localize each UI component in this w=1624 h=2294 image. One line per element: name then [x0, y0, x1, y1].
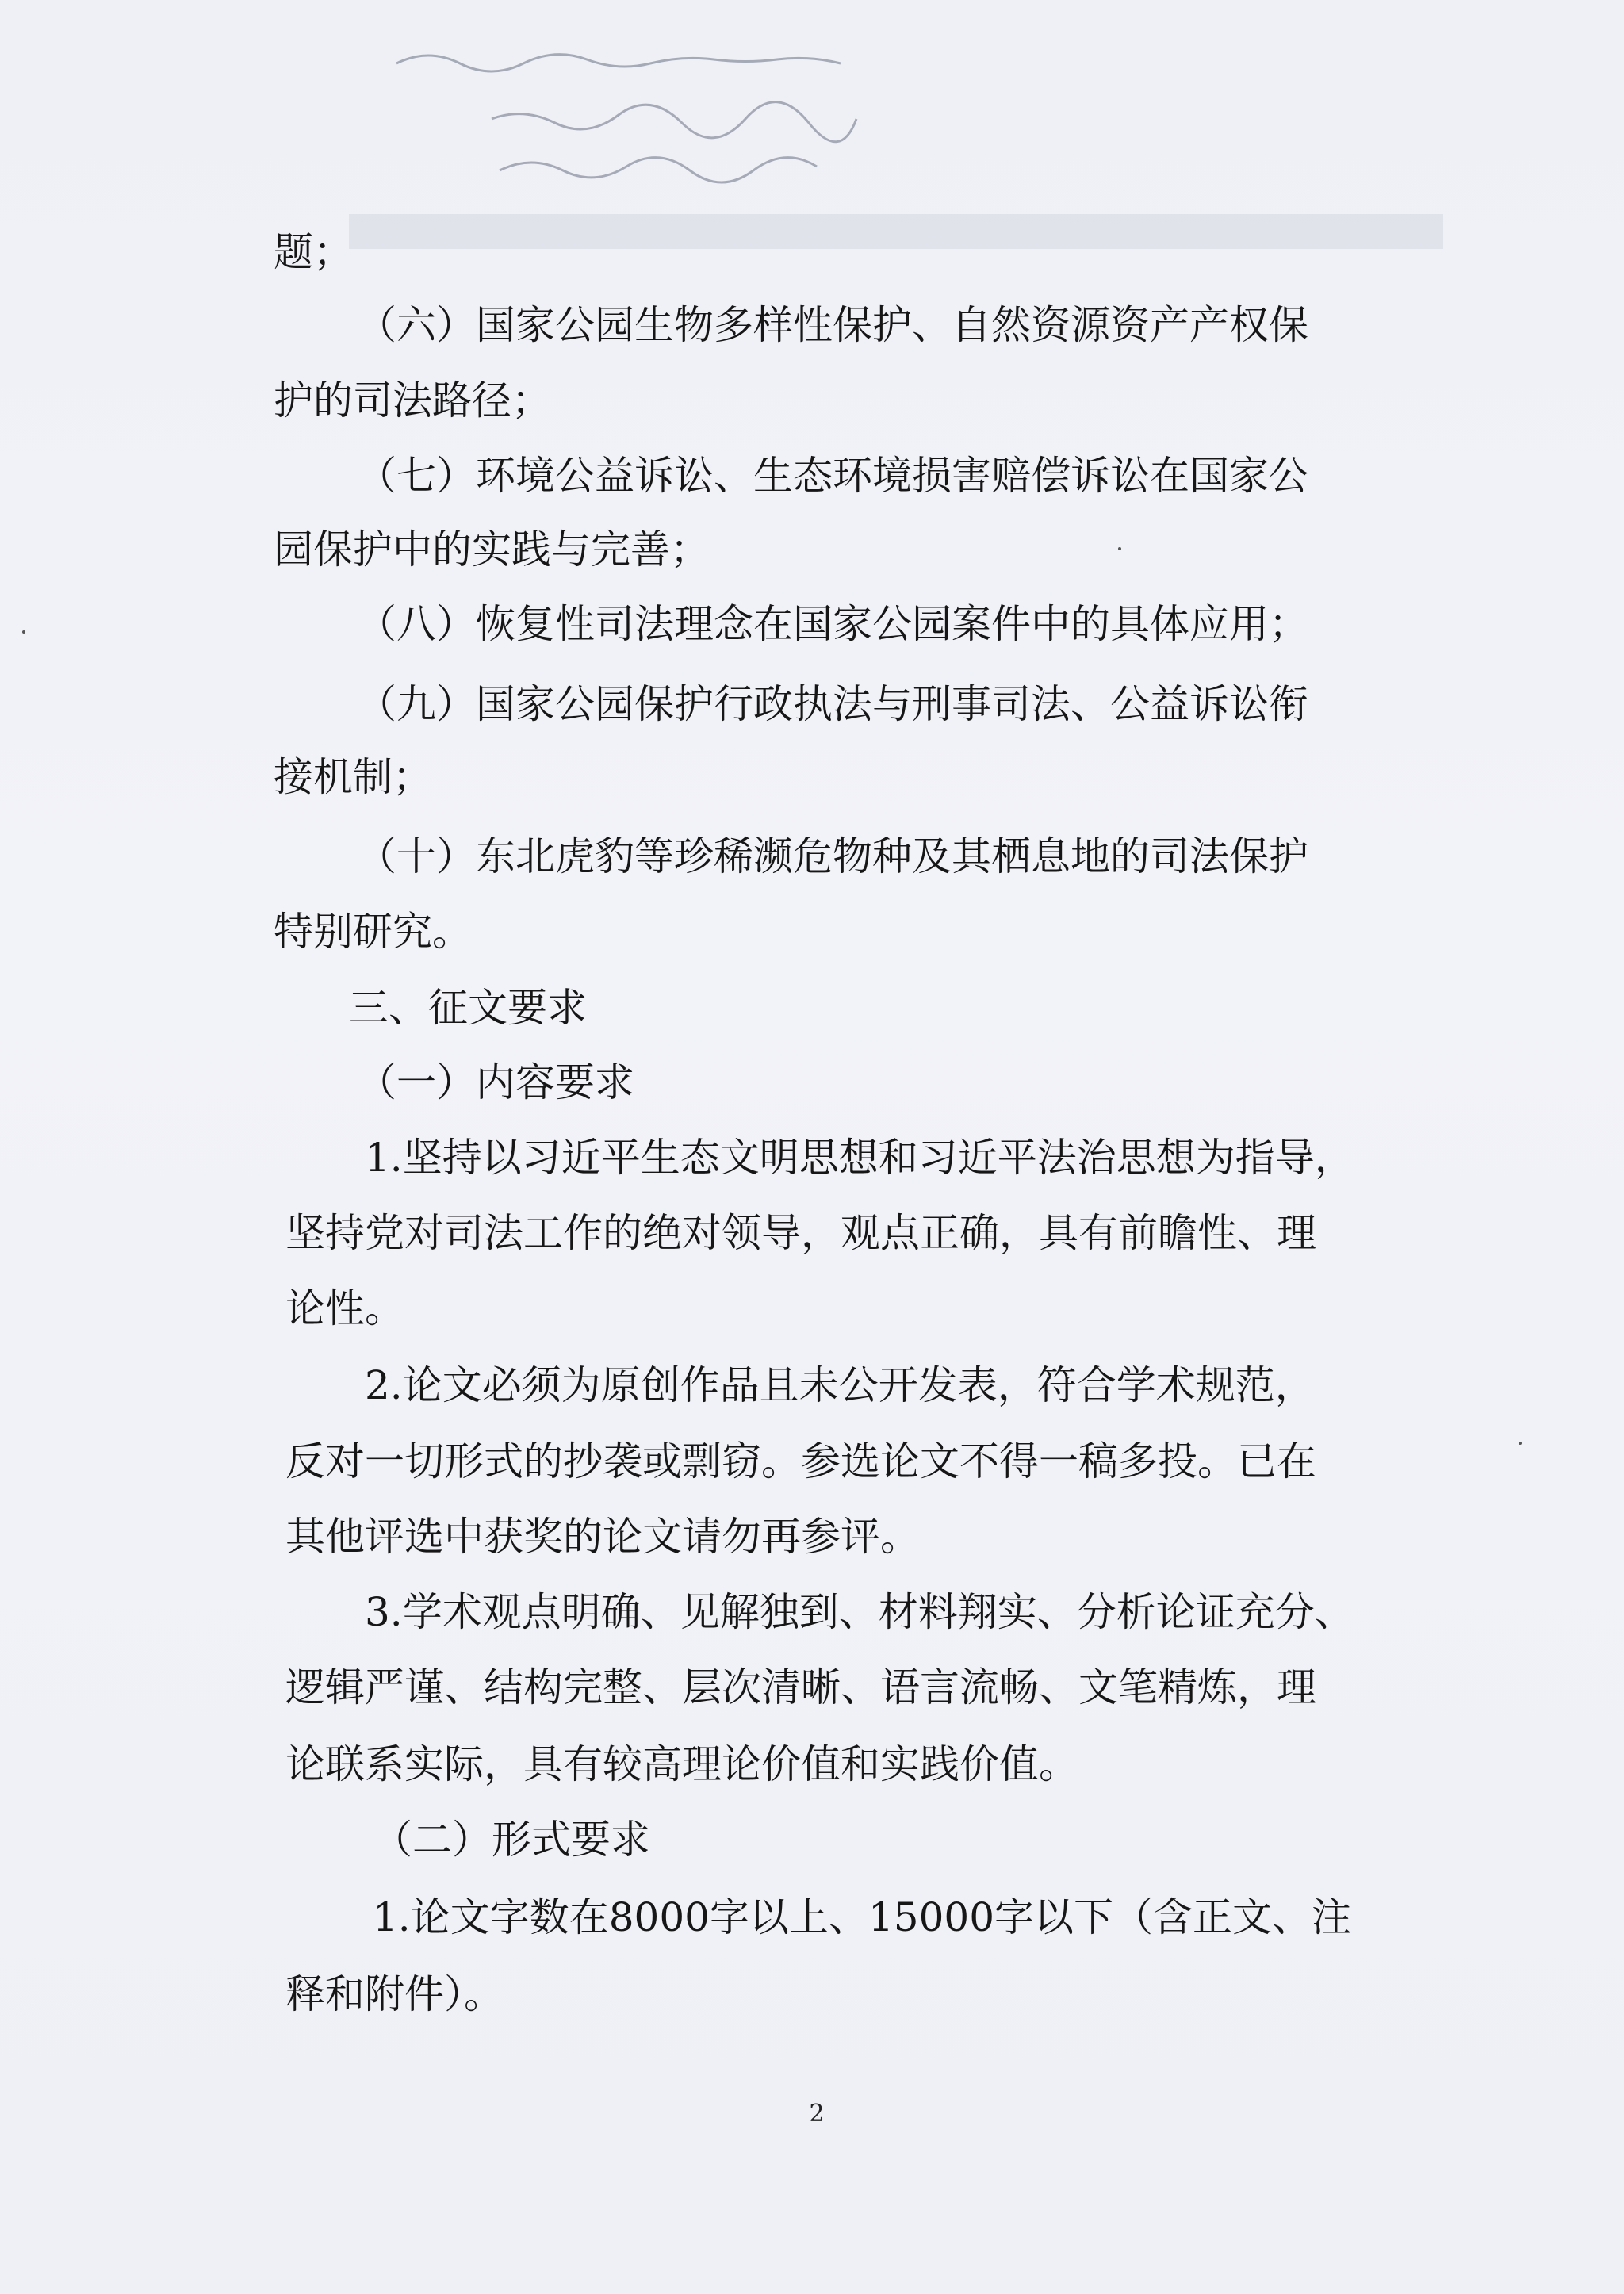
- text-line: 园保护中的实践与完善；: [274, 527, 710, 573]
- text-line: 护的司法路径；: [274, 377, 551, 423]
- paragraph-line: 3.学术观点明确、见解独到、材料翔实、分析论证充分、: [365, 1589, 1354, 1635]
- scan-speck: [1519, 1442, 1522, 1445]
- paragraph-line: 论联系实际，具有较高理论价值和实践价值。: [285, 1741, 1078, 1787]
- list-item-9: （九）国家公园保护行政执法与刑事司法、公益诉讼衔: [357, 681, 1308, 727]
- paragraph-line: 1.论文字数在8000字以上、15000字以下（含正文、注: [373, 1894, 1352, 1940]
- text-line: 接机制；: [274, 754, 432, 800]
- paragraph-line: 反对一切形式的抄袭或剽窃。参选论文不得一稿多投。已在: [285, 1438, 1316, 1484]
- subsection-heading: （二）形式要求: [373, 1817, 650, 1863]
- text-line: 题；: [274, 229, 353, 275]
- paragraph-line: 1.坚持以习近平生态文明思想和习近平法治思想为指导，: [365, 1135, 1354, 1181]
- paragraph-line: 论性。: [285, 1285, 404, 1331]
- bleed-through-text: [349, 202, 1443, 266]
- list-item-10: （十）东北虎豹等珍稀濒危物种及其栖息地的司法保护: [357, 833, 1308, 879]
- paragraph-line: 2.论文必须为原创作品且未公开发表，符合学术规范，: [365, 1362, 1315, 1408]
- paragraph-line: 逻辑严谨、结构完整、层次清晰、语言流畅、文笔精炼，理: [285, 1664, 1316, 1710]
- subsection-heading: （一）内容要求: [357, 1059, 634, 1105]
- scan-speck: [1118, 547, 1121, 550]
- list-item-7: （七）环境公益诉讼、生态环境损害赔偿诉讼在国家公: [357, 453, 1308, 499]
- page-number: 2: [809, 2100, 825, 2127]
- list-item-8: （八）恢复性司法理念在国家公园案件中的具体应用；: [357, 601, 1308, 647]
- handwritten-annotation: [381, 32, 920, 190]
- section-heading: 三、征文要求: [349, 985, 587, 1031]
- paragraph-line: 释和附件）。: [285, 1971, 504, 2017]
- scan-speck: [22, 630, 25, 634]
- list-item-6: （六）国家公园生物多样性保护、自然资源资产产权保: [357, 302, 1308, 348]
- paragraph-line: 其他评选中获奖的论文请勿再参评。: [285, 1514, 920, 1560]
- text-line: 特别研究。: [274, 909, 472, 955]
- paragraph-line: 坚持党对司法工作的绝对领导，观点正确，具有前瞻性、理: [285, 1210, 1316, 1256]
